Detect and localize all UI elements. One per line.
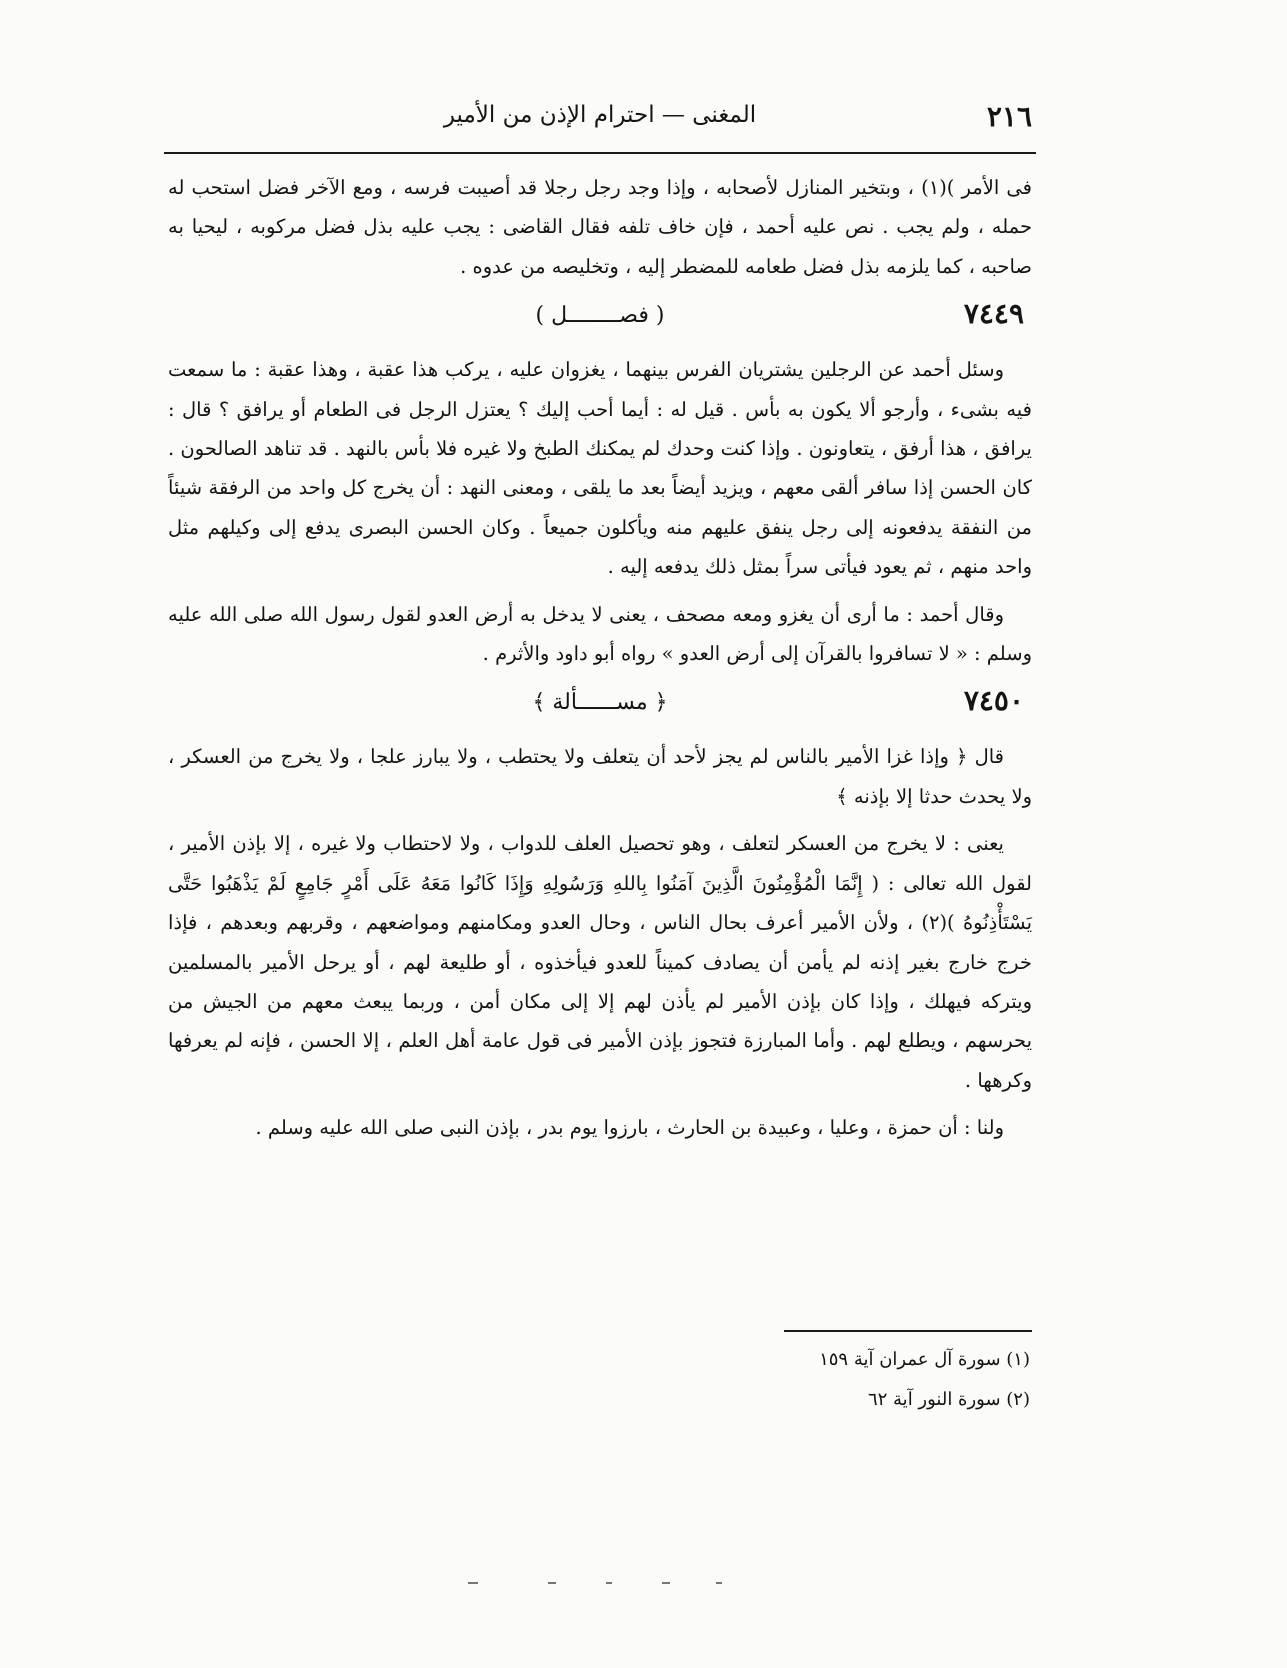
section-heading-7450: [168, 677, 1032, 729]
paragraph: وقال أحمد : ما أرى أن يغزو ومعه مصحف ، يعنى لا يدخل به أرض العدو لقول رسول الله صلى الله عليه وسلم : « لا تسافروا بالقرآن إلى أرض العدو » رواه أبو داود والأثرم .: [168, 602, 1032, 666]
section-heading-7449: [168, 290, 1032, 342]
running-title: المغنى — احترام الإذن من الأمير: [443, 102, 757, 128]
footnote-rule: [784, 1330, 1032, 1332]
scan-speck: [468, 1582, 478, 1584]
section-number: ٧٤٥٠: [963, 684, 1024, 718]
scan-speck: [716, 1582, 722, 1584]
footnote: (١) سورة آل عمران آية ١٥٩: [819, 1349, 1030, 1370]
section-title: ( فصــــــــل ): [535, 303, 665, 329]
scan-speck: [606, 1582, 612, 1584]
scan-speck: [662, 1582, 670, 1584]
section-number: ٧٤٤٩: [963, 297, 1024, 331]
scan-speck: [548, 1582, 556, 1584]
page-number: ٢١٦: [986, 100, 1032, 133]
paragraph: يعنى : لا يخرج من العسكر لتعلف ، وهو تحصيل العلف للدواب ، ولا لاحتطاب ولا غيره ، إلا بإذن الأمير ، لقول الله تعالى : ( إِنَّمَا الْمُؤْمِنُونَ الَّذِينَ آمَنُوا بِاللهِ وَرَسُولِهِ وَإِذَا كَانُوا مَعَهُ عَلَى أَمْرٍ جَامِعٍ لَمْ يَذْهَبُوا حَتَّى يَسْتَأْذِنُوهُ )(٢) ، ولأن الأمير أعرف بحال الناس ، وحال العدو ومكامنهم ومواضعهم ، وقربهم وبعدهم ، فإذا خرج خارج بغير إذنه لم يأمن أن يصادف كميناً للعدو فيأخذوه ، أو طليعة لهم ، أو يرحل الأمير بالمسلمين ويتركه فيهلك ، وإذا كان بإذن الأمير لم يأذن لهم إلا إلى مكان أمن ، وربما يبعث معهم من الجيش من يحرسهم ، ويطلع لهم . وأما المبارزة فتجوز بإذن الأمير فى قول عامة أهل العلم ، إلا الحسن ، فإنه لم يعرفها وكرهها .: [168, 832, 1032, 1092]
header-rule: [164, 152, 1036, 154]
paragraph: وسئل أحمد عن الرجلين يشتريان الفرس بينهما ، يغزوان عليه ، يركب هذا عقبة ، وهذا عقبة : ما سمعت فيه بشىء ، وأرجو ألا يكون به بأس . قيل له : أيما أحب إليك ؟ يعتزل الرجل فى الطعام أو يرافق ؟ قال : يرافق ، هذا أرفق ، يتعاونون . وإذا كنت وحدك لم يمكنك الطبخ ولا غيره فلا بأس بالنهد . قد تناهد الصالحون . كان الحسن إذا سافر ألقى معهم ، ويزيد أيضاً بعد ما يلقى ، ومعنى النهد : أن يخرج كل واحد من الرفقة شيئاً من النفقة يدفعونه إلى رجل ينفق عليهم منه ويأكلون جميعاً . وكان الحسن البصرى يدفع إلى وكيلهم مثل واحد منهم ، ثم يعود فيأتى سراً بمثل ذلك يدفعه إليه .: [168, 358, 1032, 579]
paragraph: ولنا : أن حمزة ، وعليا ، وعبيدة بن الحارث ، بارزوا يوم بدر ، بإذن النبى صلى الله عليه وسلم .: [255, 1116, 1004, 1140]
matn-paragraph: قال ﴿ وإذا غزا الأمير بالناس لم يجز لأحد أن يتعلف ولا يحتطب ، ولا يبارز علجا ، ولا يخرج من العسكر ، ولا يحدث حدثا إلا بإذنه ﴾: [168, 745, 1032, 808]
paragraph: فى الأمر )(١) ، وبتخير المنازل لأصحابه ، وإذا وجد رجل رجلا قد أصيبت فرسه ، ومع الآخر فضل استحب له حمله ، ولم يجب . نص عليه أحمد ، فإن خاف تلفه فقال القاضى : يجب عليه بذل فضل مركوبه ، ليحيا به صاحبه ، كما يلزمه بذل فضل طعامه للمضطر إليه ، وتخليصه من عدوه .: [168, 176, 1032, 278]
footnote: (٢) سورة النور آية ٦٢: [867, 1389, 1030, 1410]
footnotes: [560, 1340, 1030, 1420]
page-body: [168, 168, 1032, 1148]
section-title: ﴿ مســــــألة ﴾: [532, 690, 668, 716]
page-header: [168, 98, 1032, 146]
